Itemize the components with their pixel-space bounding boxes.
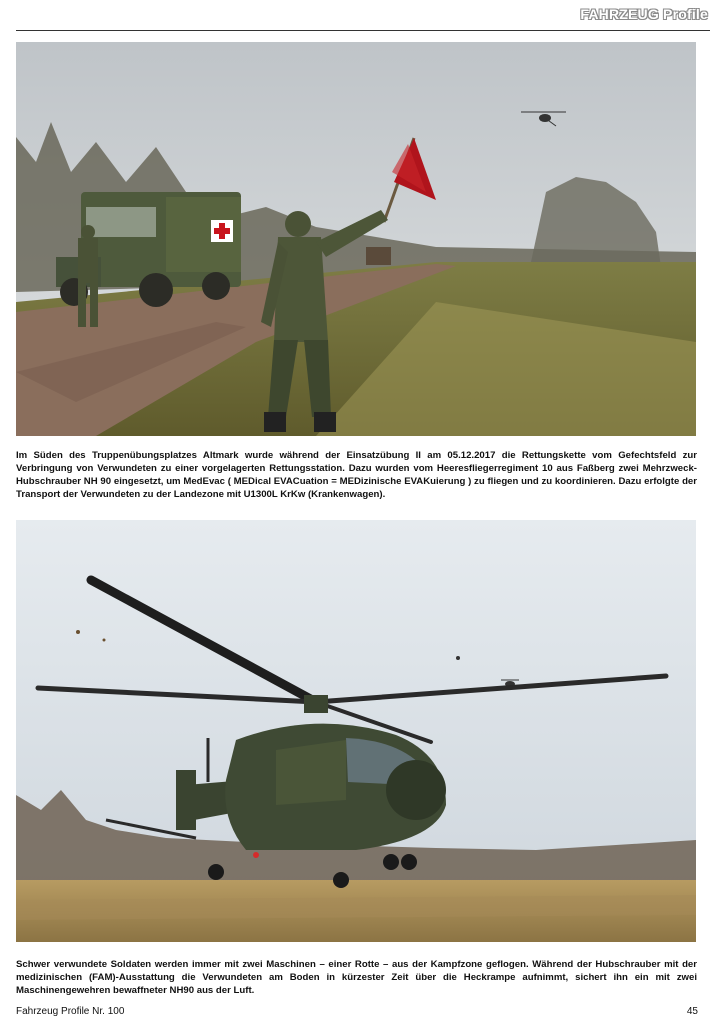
photo-helicopter-landing [16, 520, 696, 942]
photo-caption-first: Im Süden des Truppenübungsplatzes Altmark wurde während der Einsatzübung II am 05.12.2017 die Rettungskette vom Gefechtsfeld zur Verbringung von Verwundeten zu einer vorgelagerten Rettungsstation. Dazu wurden vom Heeresfliegerregiment 10 aus Faßberg zwei Mehrzweck-Hubschrauber NH 90 eingesetzt, um MedEvac ( MEDical EVACuation = MEDizinische EVAKuierung ) zu fliegen und zu koordinieren. Dazu erfolgte der Transport der Verwundeten zu der Landezone mit U1300L KrKw (Krankenwagen). [16, 450, 697, 500]
footer-publication: Fahrzeug Profile Nr. 100 [16, 1006, 125, 1017]
magazine-header-title: FAHRZEUG Profile [580, 6, 708, 22]
header-divider [16, 30, 710, 31]
distant-vehicle [366, 247, 391, 265]
photo-flag-signal-image [16, 42, 696, 436]
photo-caption-second: Schwer verwundete Soldaten werden immer mit zwei Maschinen – einer Rotte – aus der Kampfzone geflogen. Während der Hubschrauber mit der medizinischen (FAM)-Ausstattung die Verwundeten am Boden in kürzester Zeit über die Heckrampe aufnimmt, sichert ihn ein mit zwei Maschinengewehren bewaffneter NH90 aus der Luft. [16, 959, 697, 996]
photo-flag-signal [16, 42, 696, 436]
footer-page-number: 45 [686, 1006, 698, 1017]
photo-helicopter-landing-image [16, 520, 696, 942]
